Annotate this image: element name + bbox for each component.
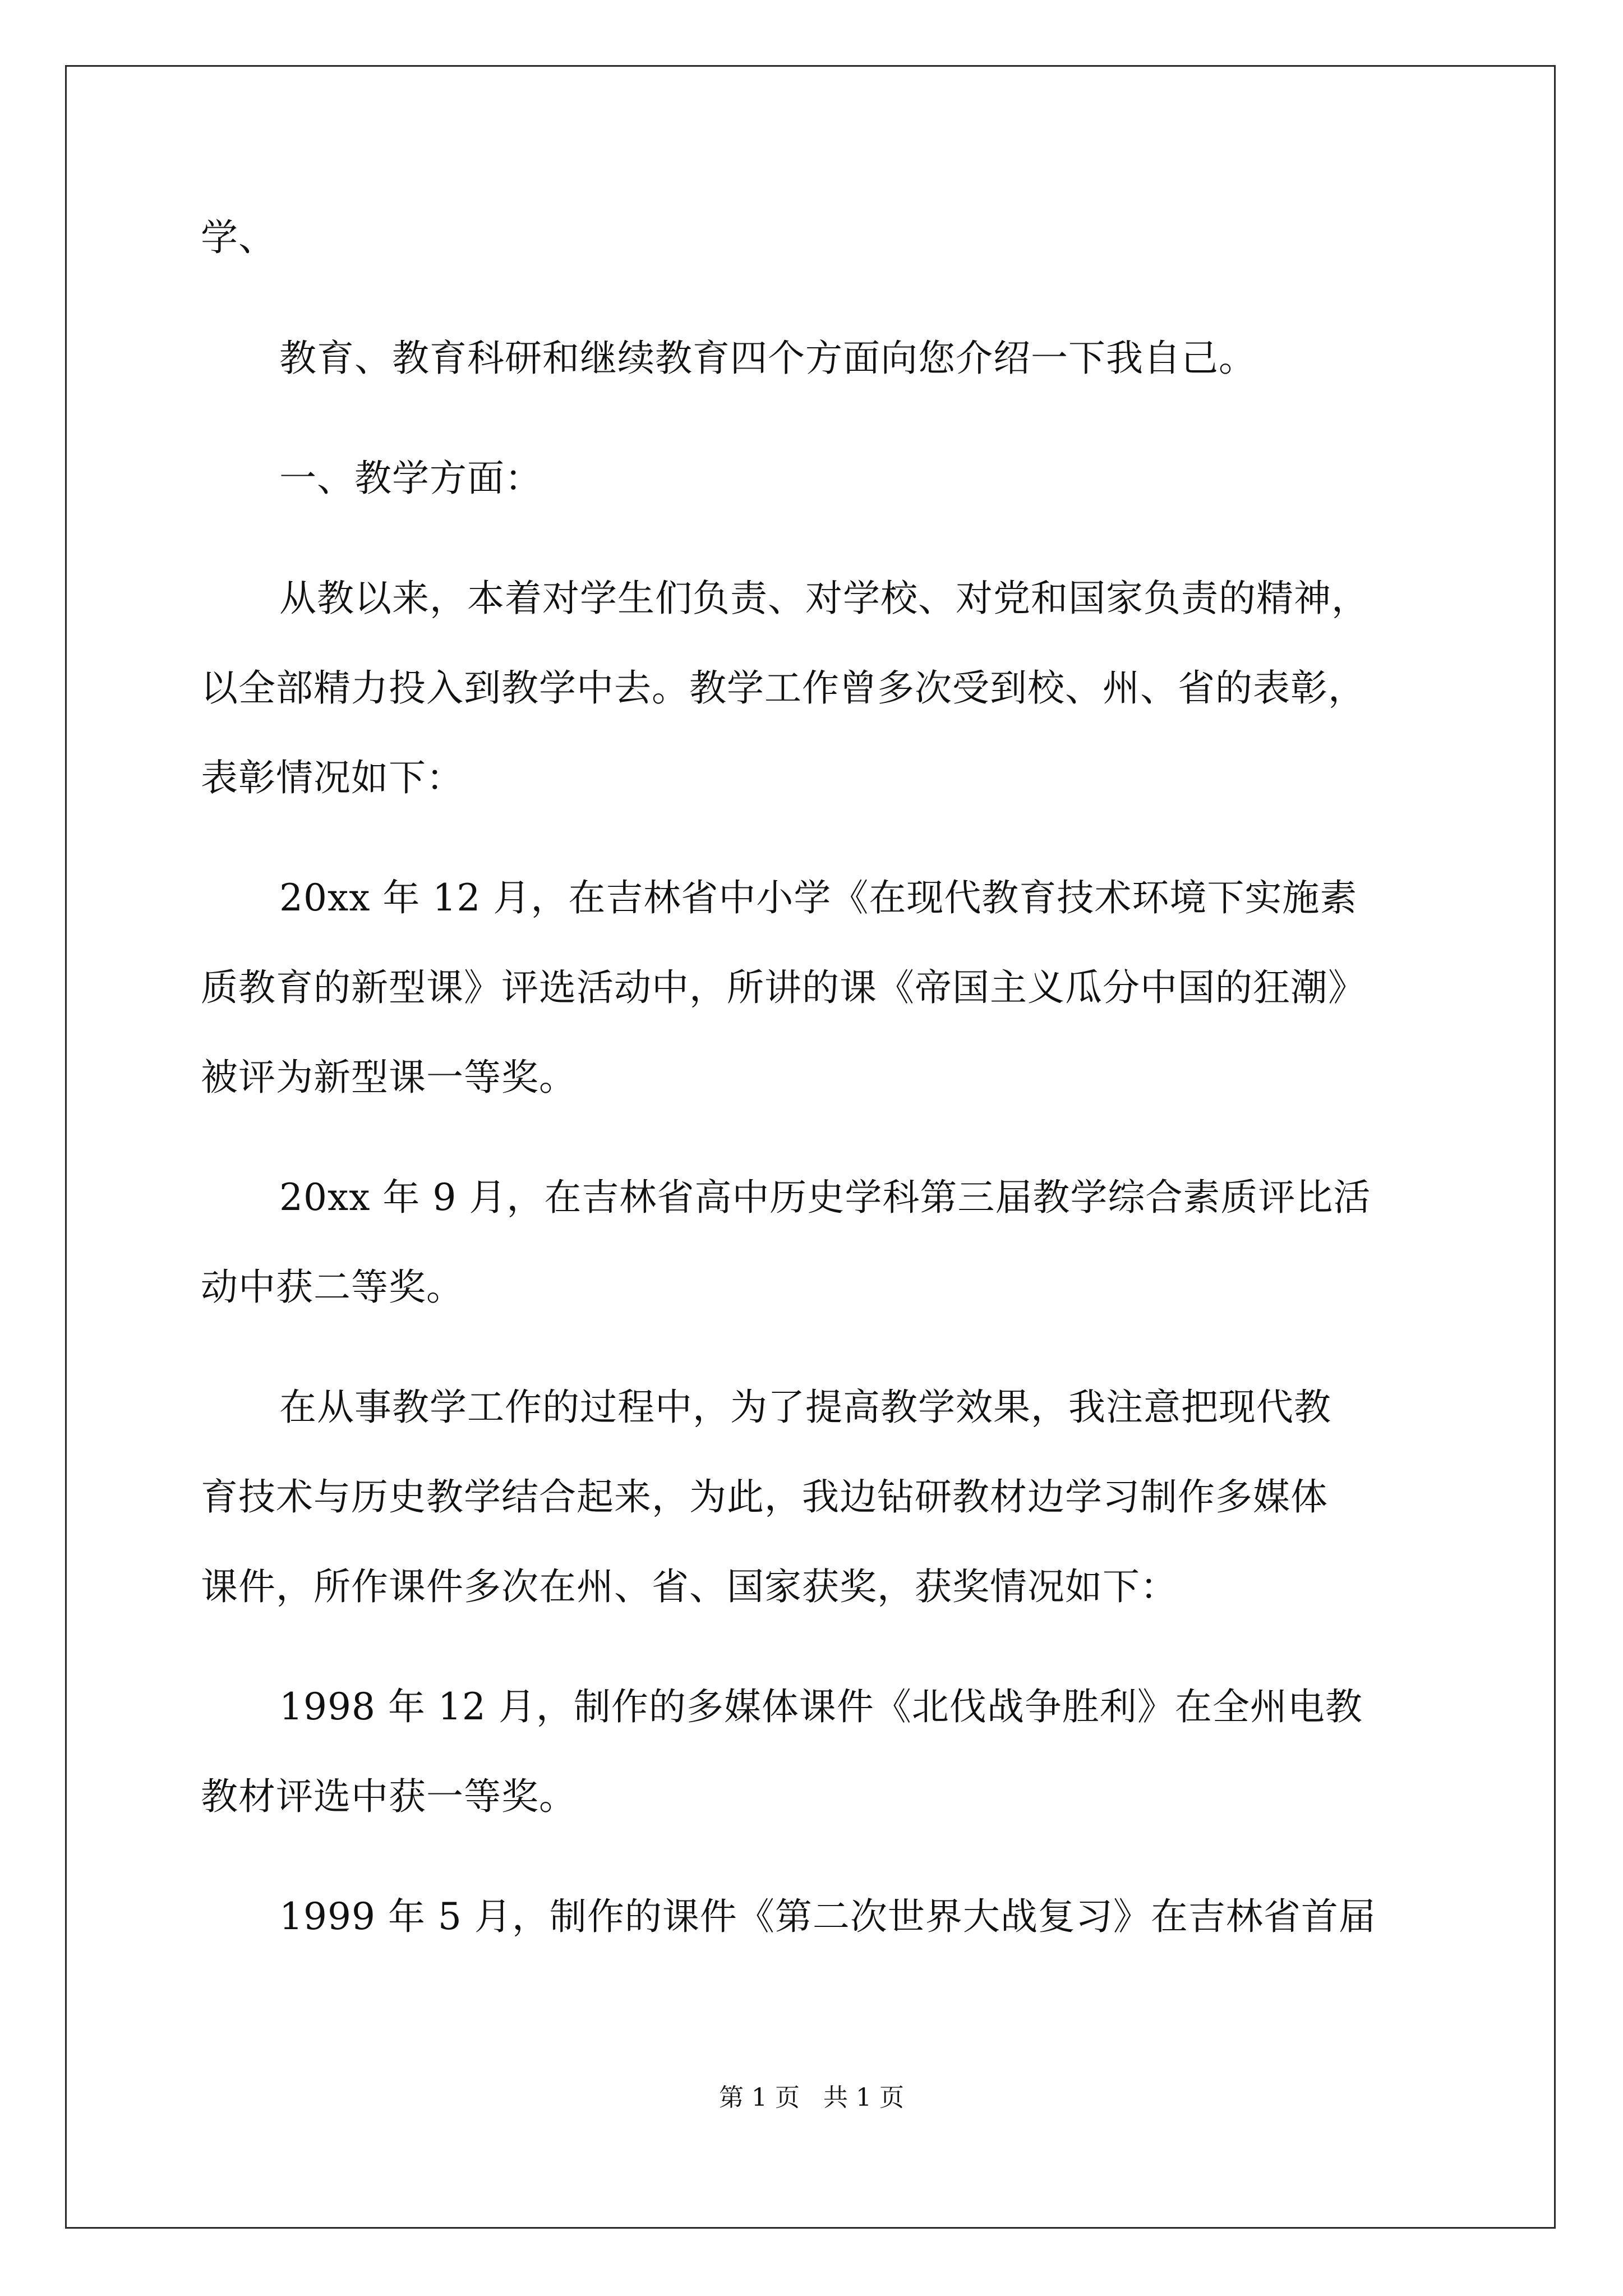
- text-line-7: 20xx 年 12 月，在吉林省中小学《在现代教育技术环境下实施素: [279, 876, 1358, 919]
- text-line-15: 1998 年 12 月，制作的多媒体课件《北伐战争胜利》在全州电教: [279, 1685, 1363, 1728]
- text-line-1: 学、: [201, 216, 276, 259]
- text-line-4: 从教以来，本着对学生们负责、对学校、对党和国家负责的精神，: [279, 577, 1369, 620]
- text-line-14: 课件，所作课件多次在州、省、国家获奖，获奖情况如下：: [201, 1565, 1178, 1608]
- page-footer: [0, 2081, 1623, 2115]
- text-line-16: 教材评选中获一等奖。: [201, 1775, 577, 1818]
- text-line-10: 20xx 年 9 月，在吉林省高中历史学科第三届教学综合素质评比活: [279, 1176, 1371, 1219]
- text-line-5: 以全部精力投入到教学中去。教学工作曾多次受到校、州、省的表彰，: [201, 666, 1366, 710]
- text-line-8: 质教育的新型课》评选活动中，所讲的课《帝国主义瓜分中国的狂潮》: [201, 966, 1366, 1009]
- text-line-12: 在从事教学工作的过程中，为了提高教学效果，我注意把现代教: [279, 1386, 1331, 1429]
- page-number: 第 1 页: [719, 2083, 800, 2112]
- text-line-6: 表彰情况如下：: [201, 756, 464, 799]
- text-line-17: 1999 年 5 月，制作的课件《第二次世界大战复习》在吉林省首届: [279, 1895, 1376, 1938]
- text-line-9: 被评为新型课一等奖。: [201, 1056, 577, 1099]
- page-total: 共 1 页: [823, 2083, 904, 2112]
- text-line-2: 教育、教育科研和继续教育四个方面向您介绍一下我自己。: [279, 337, 1256, 380]
- text-line-11: 动中获二等奖。: [201, 1266, 464, 1309]
- section-heading-teaching: 一、教学方面：: [279, 457, 542, 500]
- text-line-13: 育技术与历史教学结合起来，为此，我边钻研教材边学习制作多媒体: [201, 1475, 1328, 1519]
